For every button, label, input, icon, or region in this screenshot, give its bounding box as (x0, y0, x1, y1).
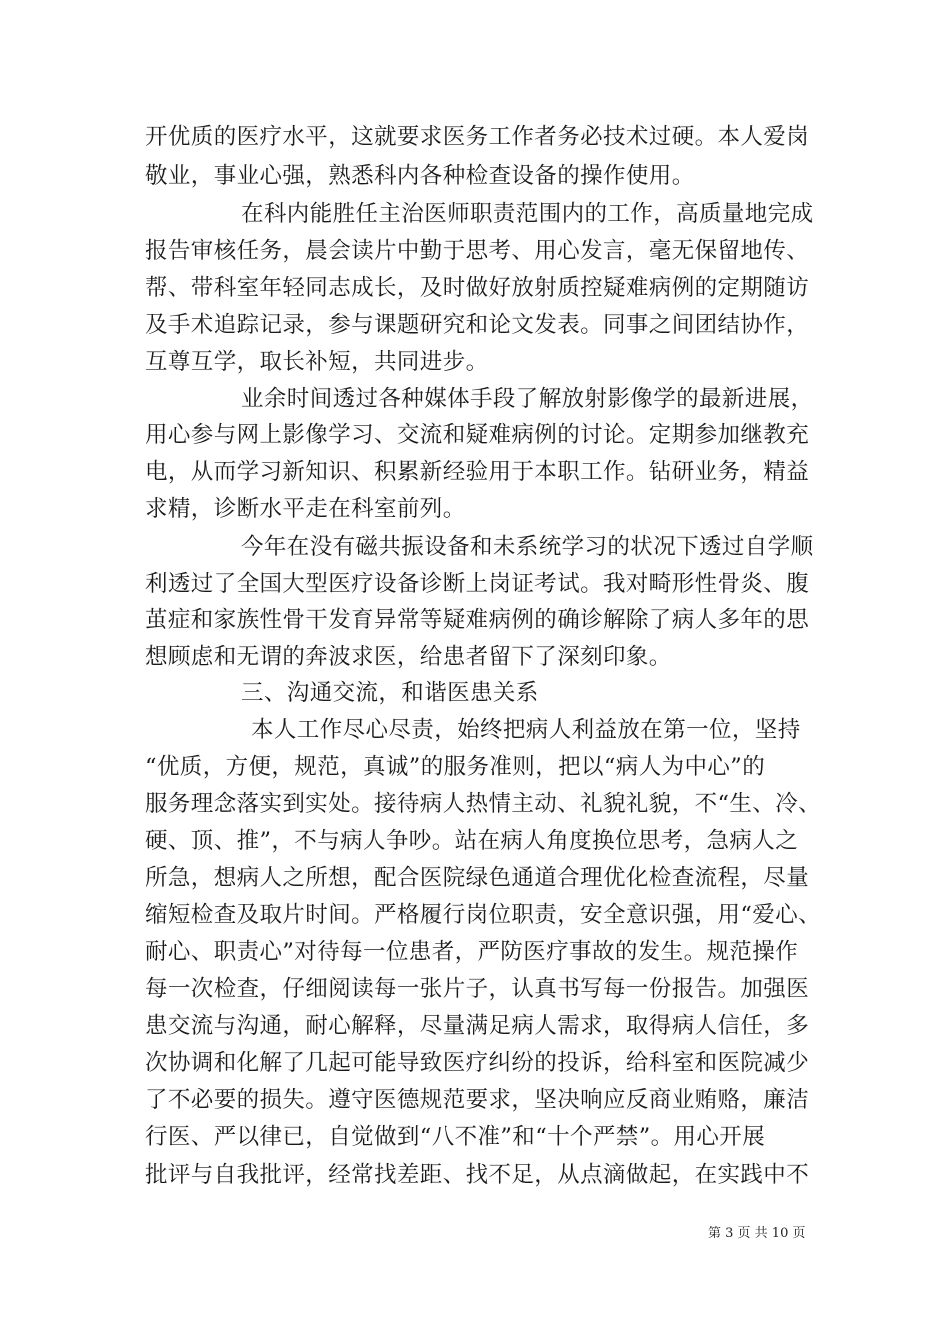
text-line: 硬、顶、推”，不与病人争吵。站在病人角度换位思考，急病人之 (145, 828, 799, 854)
text-line: “优质，方便，规范，真诚”的服务准则，把以“病人为中心”的 (145, 754, 766, 780)
section-heading: 三、沟通交流，和谐医患关系 (241, 680, 539, 706)
text-line: 了不必要的损失。遵守医德规范要求，坚决响应反商业贿赂，廉洁 (145, 1087, 810, 1113)
text-line: 耐心、职责心”对待每一位患者，严防医疗事故的发生。规范操作 (145, 939, 799, 965)
text-line: 互尊互学，取长补短，共同进步。 (145, 349, 489, 375)
text-line: 茧症和家族性骨干发育异常等疑难病例的确诊解除了病人多年的思 (145, 607, 810, 633)
text-line: 利透过了全国大型医疗设备诊断上岗证考试。我对畸形性骨炎、腹 (145, 571, 810, 597)
text-line: 患交流与沟通，耐心解释，尽量满足病人需求，取得病人信任，多 (145, 1013, 810, 1039)
paragraph-first-line: 在科内能胜任主治医师职责范围内的工作，高质量地完成 (241, 201, 814, 227)
text-line: 次协调和化解了几起可能导致医疗纠纷的投诉，给科室和医院减少 (145, 1050, 810, 1076)
text-line: 求精，诊断水平走在科室前列。 (145, 496, 466, 522)
text-line: 行医、严以律已，自觉做到“八不准”和“十个严禁”。用心开展 (145, 1124, 766, 1150)
paragraph-first-line: 今年在没有磁共振设备和未系统学习的状况下透过自学顺 (241, 534, 814, 560)
text-line: 帮、带科室年轻同志成长，及时做好放射质控疑难病例的定期随访 (145, 275, 810, 301)
text-line: 缩短检查及取片时间。严格履行岗位职责，安全意识强，用“爱心、 (145, 902, 822, 928)
text-line: 用心参与网上影像学习、交流和疑难病例的讨论。定期参加继教充 (145, 422, 810, 448)
paragraph-first-line: 本人工作尽心尽责，始终把病人利益放在第一位，坚持 (251, 717, 801, 743)
text-line: 电，从而学习新知识、积累新经验用于本职工作。钻研业务，精益 (145, 459, 810, 485)
text-line: 服务理念落实到实处。接待病人热情主动、礼貌礼貌，不“生、冷、 (145, 791, 822, 817)
text-line: 想顾虑和无谓的奔波求医，给患者留下了深刻印象。 (145, 644, 672, 670)
page-number-footer: 第 3 页 共 10 页 (708, 1226, 806, 1241)
text-line: 开优质的医疗水平，这就要求医务工作者务必技术过硬。本人爱岗 (145, 124, 810, 150)
text-line: 批评与自我批评，经常找差距、找不足，从点滴做起，在实践中不 (145, 1162, 810, 1188)
text-line: 报告审核任务，晨会读片中勤于思考、用心发言，毫无保留地传、 (145, 238, 810, 264)
text-line: 每一次检查，仔细阅读每一张片子，认真书写每一份报告。加强医 (145, 976, 810, 1002)
text-line: 及手术追踪记录，参与课题研究和论文发表。同事之间团结协作， (145, 312, 810, 338)
text-line: 敬业，事业心强，熟悉科内各种检查设备的操作使用。 (145, 163, 695, 189)
paragraph-first-line: 业余时间透过各种媒体手段了解放射影像学的最新进展， (241, 386, 814, 412)
text-line: 所急，想病人之所想，配合医院绿色通道合理优化检查流程，尽量 (145, 865, 810, 891)
